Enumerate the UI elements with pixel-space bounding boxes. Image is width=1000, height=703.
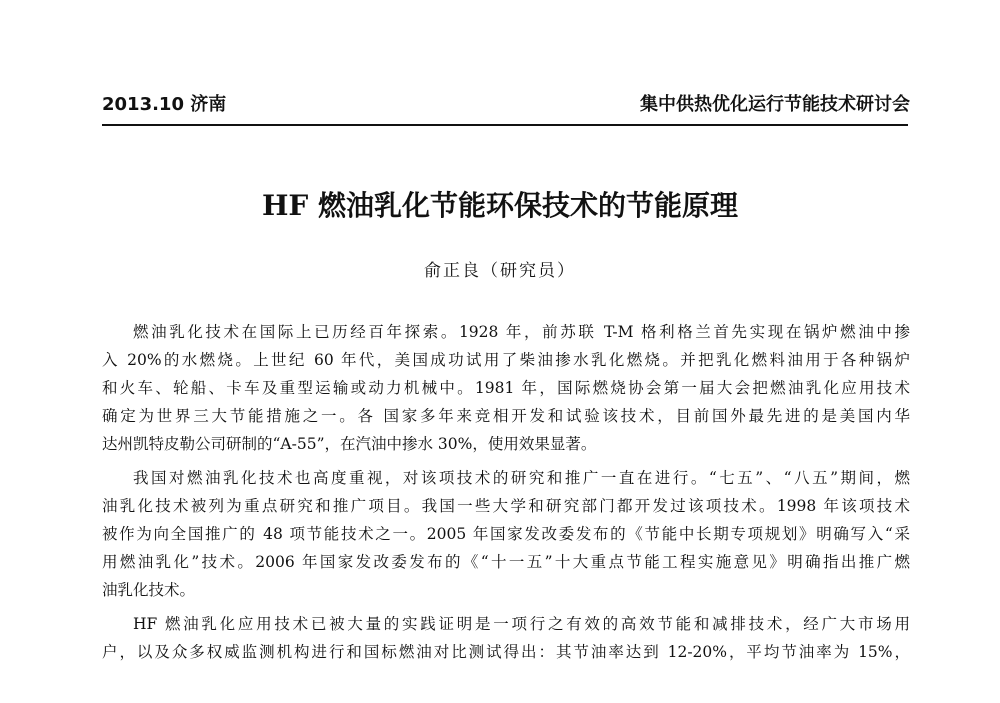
header-date-location: 2013.10 济南: [102, 94, 227, 115]
header-conference-name: 集中供热优化运行节能技术研讨会: [640, 94, 910, 115]
body-line: 确定为世界三大节能措施之一。各 国家多年来竞相开发和试验该技术，目前国外最先进的是美国内华: [102, 407, 910, 425]
article-author: 俞正良（研究员）: [424, 261, 576, 281]
body-line: 我国对燃油乳化技术也高度重视，对该项技术的研究和推广一直在进行。“七五”、“八五”期间，燃: [133, 469, 910, 487]
body-line: 和火车、轮船、卡车及重型运输或动力机械中。1981 年，国际燃烧协会第一届大会把燃油乳化应用技术: [102, 379, 910, 397]
body-line: 油乳化技术被列为重点研究和推广项目。我国一些大学和研究部门都开发过该项技术。1998 年该项技术: [102, 497, 910, 515]
body-line: 用燃油乳化”技术。2006 年国家发改委发布的《“十一五”十大重点节能工程实施意见》明确指出推广燃: [102, 553, 910, 571]
body-line: 入 20%的水燃烧。上世纪 60 年代，美国成功试用了柴油掺水乳化燃烧。并把乳化燃料油用于各种锅炉: [102, 351, 910, 369]
body-line: 燃油乳化技术在国际上已历经百年探索。1928 年，前苏联 T-M 格利格兰首先实现在锅炉燃油中掺: [133, 323, 910, 341]
body-line: 达州凯特皮勒公司研制的“A-55”，在汽油中掺水 30%，使用效果显著。: [102, 435, 597, 453]
body-line: 户，以及众多权威监测机构进行和国标燃油对比测试得出：其节油率达到 12-20%，平均节油率为 15%，: [102, 643, 910, 661]
body-line: 油乳化技术。: [102, 581, 196, 599]
header-rule: [102, 124, 908, 126]
body-line: 被作为向全国推广的 48 项节能技术之一。2005 年国家发改委发布的《节能中长期专项规划》明确写入“采: [102, 525, 910, 543]
body-line: HF 燃油乳化应用技术已被大量的实践证明是一项行之有效的高效节能和减排技术，经广大市场用: [133, 615, 910, 633]
article-body: [102, 318, 910, 666]
article-title: HF 燃油乳化节能环保技术的节能原理: [261, 189, 739, 222]
running-header: [102, 92, 910, 122]
